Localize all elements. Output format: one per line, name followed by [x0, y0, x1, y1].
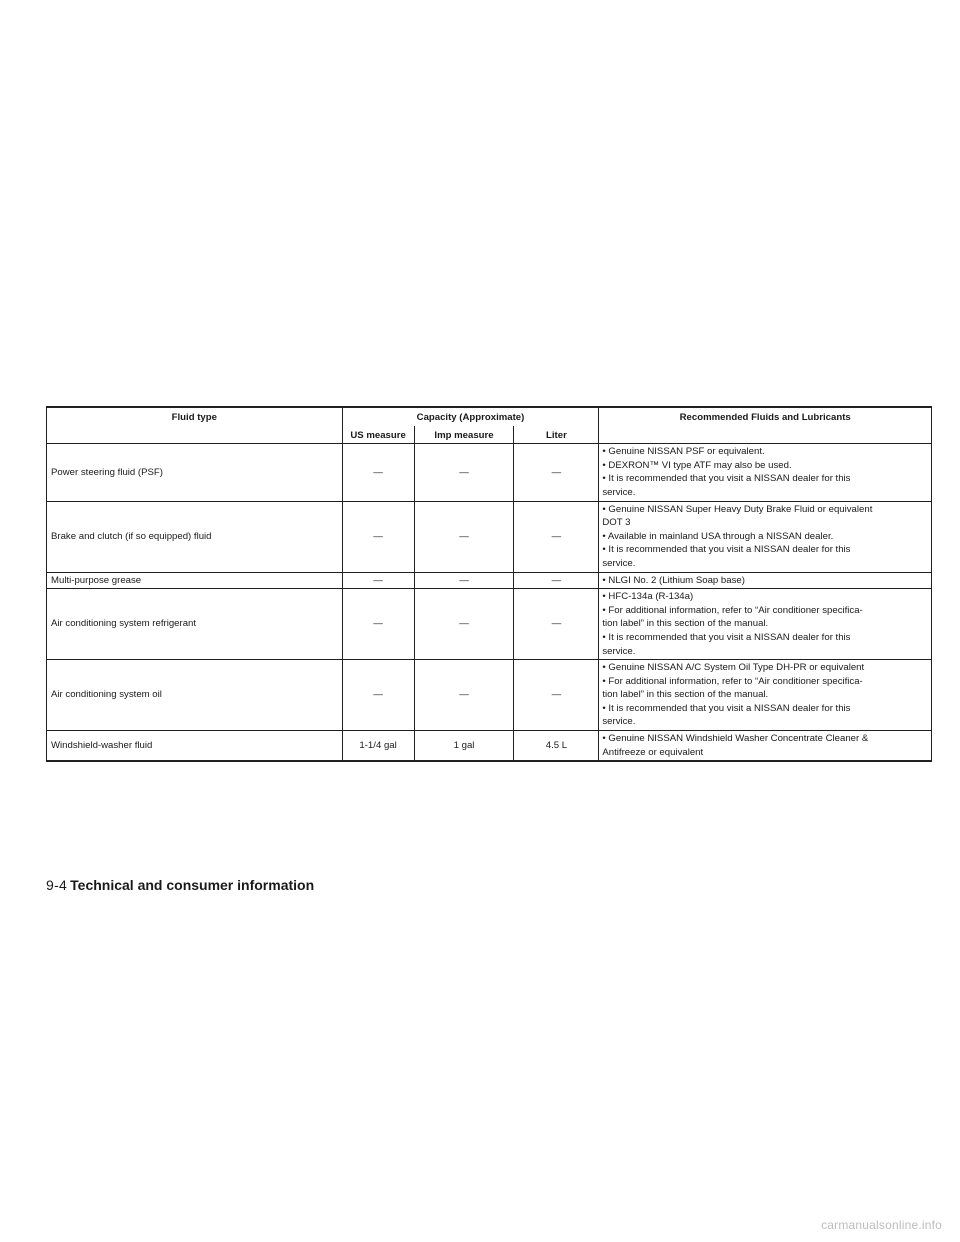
imp-measure-cell: —	[414, 660, 514, 731]
us-measure-cell: —	[342, 444, 414, 501]
header-liter: Liter	[514, 426, 599, 444]
page-footer	[46, 876, 314, 894]
recommendation-line: • It is recommended that you visit a NISSAN dealer for this	[602, 702, 851, 714]
liter-cell: —	[514, 572, 599, 589]
table-row	[47, 660, 932, 731]
us-measure-cell: —	[342, 572, 414, 589]
us-measure-cell: 1-1/4 gal	[342, 731, 414, 762]
imp-measure-cell: 1 gal	[414, 731, 514, 762]
site-watermark: carmanualsonline.info	[821, 1218, 942, 1232]
header-us-measure: US measure	[342, 426, 414, 444]
fluid-type-cell: Brake and clutch (if so equipped) fluid	[47, 501, 343, 572]
recommendation-line: • DEXRON™ VI type ATF may also be used.	[602, 459, 792, 471]
recommendation-line: • It is recommended that you visit a NISSAN dealer for this	[602, 544, 851, 556]
recommendation-line: tion label” in this section of the manual.	[602, 689, 769, 701]
recommendation-line: • It is recommended that you visit a NISSAN dealer for this	[602, 631, 851, 643]
liter-cell: —	[514, 444, 599, 501]
recommendation-line: • Available in mainland USA through a NISSAN dealer.	[602, 530, 834, 542]
recommendation-line: • It is recommended that you visit a NISSAN dealer for this	[602, 473, 851, 485]
recommendation-line: service.	[602, 486, 636, 498]
table-row	[47, 589, 932, 660]
header-recommended: Recommended Fluids and Lubricants	[599, 407, 932, 444]
liter-cell: —	[514, 660, 599, 731]
recommendation-line: • Genuine NISSAN A/C System Oil Type DH-PR or equivalent	[602, 662, 865, 674]
fluids-capacity-table	[46, 406, 932, 762]
recommended-cell	[599, 501, 932, 572]
recommendation-line: service.	[602, 716, 636, 728]
header-fluid-type: Fluid type	[47, 407, 343, 444]
page-number: 9-4	[46, 877, 68, 893]
recommendation-line: service.	[602, 645, 636, 657]
recommendation-line: Antifreeze or equivalent	[602, 746, 704, 758]
recommended-cell	[599, 731, 932, 762]
recommendation-line: • HFC-134a (R-134a)	[602, 591, 694, 603]
us-measure-cell: —	[342, 589, 414, 660]
liter-cell: —	[514, 501, 599, 572]
header-capacity: Capacity (Approximate)	[342, 407, 599, 426]
recommended-cell	[599, 660, 932, 731]
table-row	[47, 501, 932, 572]
us-measure-cell: —	[342, 660, 414, 731]
fluid-type-cell: Power steering fluid (PSF)	[47, 444, 343, 501]
fluid-type-cell: Air conditioning system oil	[47, 660, 343, 731]
recommendation-line: • Genuine NISSAN Windshield Washer Concentrate Cleaner &	[602, 733, 869, 745]
section-title: Technical and consumer information	[70, 877, 315, 893]
imp-measure-cell: —	[414, 444, 514, 501]
liter-cell: —	[514, 589, 599, 660]
table-row	[47, 572, 932, 589]
us-measure-cell: —	[342, 501, 414, 572]
fluid-type-cell: Air conditioning system refrigerant	[47, 589, 343, 660]
recommendation-line: DOT 3	[602, 517, 631, 529]
recommended-cell	[599, 444, 932, 501]
table-row	[47, 731, 932, 762]
recommended-cell	[599, 572, 932, 589]
recommendation-line: tion label” in this section of the manual.	[602, 618, 769, 630]
recommendation-line: • NLGI No. 2 (Lithium Soap base)	[602, 574, 745, 586]
recommendation-line: • For additional information, refer to “Air conditioner specifica-	[602, 604, 863, 616]
table-row	[47, 444, 932, 501]
recommendation-line: • Genuine NISSAN Super Heavy Duty Brake Fluid or equivalent	[602, 503, 873, 515]
fluid-type-cell: Multi-purpose grease	[47, 572, 343, 589]
fluid-type-cell: Windshield-washer fluid	[47, 731, 343, 762]
recommendation-line: • For additional information, refer to “Air conditioner specifica-	[602, 675, 863, 687]
header-imp-measure: Imp measure	[414, 426, 514, 444]
recommendation-line: • Genuine NISSAN PSF or equivalent.	[602, 446, 765, 458]
recommendation-line: service.	[602, 557, 636, 569]
imp-measure-cell: —	[414, 501, 514, 572]
imp-measure-cell: —	[414, 572, 514, 589]
recommended-cell	[599, 589, 932, 660]
liter-cell: 4.5 L	[514, 731, 599, 762]
imp-measure-cell: —	[414, 589, 514, 660]
